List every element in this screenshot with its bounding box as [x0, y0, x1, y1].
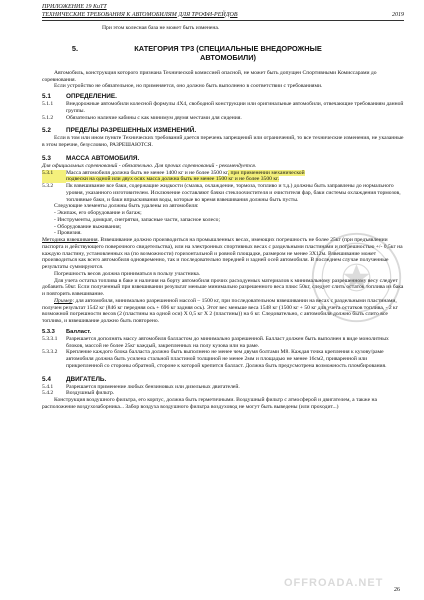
intro-paragraph-2: Если устройство не обязательное, но применяется, оно должно быть выполнено в соответствии с требованиями.: [54, 83, 323, 90]
section-5-2-text: Если в том или ином пункте Технических требований дается перечень запрещений или ограничений, то все технические изменения, не указанные в этом перечне, безусловно, РАЗРЕШАЮТСЯ.: [42, 135, 404, 148]
highlighted-mass-text: подвески на одной или двух осях масса должна быть не менее 1500 кг и не более 3500 кг.: [66, 176, 280, 183]
section-5-1-heading: 5.1 ОПРЕДЕЛЕНИЕ.: [42, 93, 117, 100]
category-number: 5.: [71, 43, 78, 53]
header-title-row: [42, 12, 404, 22]
list-item: - Провизия.: [54, 230, 82, 237]
list-item: - Экипаж, его оборудование и багаж;: [54, 210, 142, 216]
list-item: - Инструменты, домкрат, снегрятки, запасные части, запасное колесо;: [54, 216, 221, 223]
fuel-allowance: Для учета остатка топлива в баке и наличия на борту автомобиля прочих расходуемых материалов к минимальному разрешенному весу следует добавить 50кг. Если полученный при взвешивании результат меньше минимально разрешенного веса плюс 50кг, следует слить остаток топлива из бака и повторить взвешивание.: [42, 277, 404, 297]
clause-5-3-2: 5.3.2 Пк взвешивание все баки, содержащие жидкости (смазка, охлаждение, тормоза, топливо и т.д.) должны быть заправлены до нормального уровня, указанного изготовителем. Исключение составляют бачки стеклоочистителя и очистителя фар, баки системы охлаждения тормозов, топливные баки, и баки впрыскивания воды, которые во время взвешивания должны быть пусты.: [42, 183, 401, 203]
clause-5-4-2: 5.4.2 Воздушный фильтр.: [42, 390, 115, 397]
clause-5-1-2: 5.1.2 Обязательно наличие кабины с как минимум двумя местами для сидения.: [42, 114, 242, 121]
removal-list-intro: Следующие элементы должны быть удалены из автомобиля:: [54, 203, 199, 210]
header-title: ТЕХНИЧЕСКИЕ ТРЕБОВАНИЯ К АВТОМОБИЛЯМ ДЛЯ ТРОФИ-РЕЙДОВ: [42, 11, 238, 18]
clause-5-3-3-2: 5.3.3.2 Крепление каждого блока балласта должно быть выполнено не менее чем двумя болтами М8. Каждая точка крепления к кузову/раме автомобиля должна быть усилена стальной пластиной толщиной не менее 2мм и площадью не менее 16см2, приваренной или прикрепленной со стороны обратной, стороне к которой крепится балласт. Должна быть предусмотрена возможность пломбирования.: [42, 349, 387, 369]
clause-5-3-3-1: 5.3.3.1 Разрешается дополнять массу автомобиля балластом до минимально разрешенной. Балласт должен быть выполнен в виде монолитных блоков, массой не более 25кг каждый, закрепленных на полу кузова или на раме.: [42, 335, 389, 349]
intro-paragraph-1: Автомобиль, конструкция которого признана Технической комиссией опасной, не может быть допущен Спортивными Комиссарами до соревнования.: [42, 69, 377, 83]
air-filter-text: Конструкция воздушного фильтра, его корпус, должна быть герметичными. Воздушный фильтр с атмосферой и двигателем, а также на расположение воздухозаборника... Забор воздуха воздушного фильтра воздуховод не могут быть выведены (или проходит...): [42, 397, 377, 410]
category-title-line1: КАТЕГОРИЯ ТР3 (СПЕЦИАЛЬНЫЕ ВНЕДОРОЖНЫЕ: [134, 43, 322, 53]
seal-stamp-icon: [309, 230, 404, 325]
top-note: При этом колесная база не может быть изменена.: [102, 25, 220, 31]
header-year: 2019: [392, 11, 404, 18]
section-5-3-3-heading: 5.3.3 Балласт.: [42, 328, 92, 335]
category-title-line2: АВТОМОБИЛИ): [200, 52, 256, 62]
section-5-2-heading: 5.2 ПРЕДЕЛЫ РАЗРЕШЕННЫХ ИЗМЕНЕНИЙ.: [42, 127, 197, 135]
section-5-3-note: Для официальных соревнований - обязательно. Для прочих соревнований - рекомендуется.: [42, 162, 257, 169]
weighing-method: Методика взвешивания. Взвешивание должно производиться на промышленных весах, имеющих погрешность не более 25кг (при предъявлении паспорта и действующего поверочного свидетельства), или на электронных спортивных весах с раздельными пластинами и погрешностью +/- 0,5кг на каждую пластину, установленных на (по возможности) горизонтальной и ровной площадке, размером не менее 3Х12м. Взвешивание может производиться как всего автомобиля одновременно, так и последовательно передней и задней осей автомобиля. В последнем случае полученные результаты суммируются.: [42, 237, 403, 270]
clause-5-3-1: 5.3.1 Масса автомобиля должна быть не менее 1400 кг и не более 3500 кг, при применении механической подвески на одной или двух осях масса должна быть не менее 1500 кг и не более 3500 кг.: [42, 169, 305, 183]
section-5-4-heading: 5.4 ДВИГАТЕЛЬ.: [42, 375, 107, 383]
list-item: - Оборудование выживания;: [54, 223, 122, 230]
weighing-example: Пример: для автомобиля, минимально разрешенной массой – 1500 кг, при последовательном взвешивании на весах с раздельными пластинами, получен результат 1542 кг (846 кг передняя ось + 696 кг задняя ось). Этот вес меньше веса 1548 кг (1500 кг + 50 кг для учета остатков топлива, - 2 кг возможной погрешности весов (2 (пластины на одной оси) Х 0,5 кг Х 2 (пластины)) на 6 кг. Следовательно, с автомобиля должно быть слито все топливо, и взвешивание должно быть повторено.: [42, 297, 399, 324]
header-appendix: ПРИЛОЖЕНИЕ 19 КиТТ: [42, 4, 107, 10]
page-number: 26: [394, 587, 400, 594]
section-5-3-heading: 5.3 МАССА АВТОМОБИЛЯ.: [42, 154, 140, 162]
tolerance-note: Погрешность весов должна приниматься в пользу участника.: [54, 270, 201, 277]
clause-5-1-1: 5.1.1 Внедорожные автомобили колесной формулы 4Х4, свободной конструкции или оригинальные автомобили, отвечающие требованиям данной группы.: [42, 101, 404, 114]
watermark: OFFROADA.NET: [284, 577, 384, 589]
category-heading: [42, 44, 404, 62]
clause-5-4-1: 5.4.1 Разрешается применение любых бензиновых или дизельных двигателей.: [42, 383, 240, 390]
